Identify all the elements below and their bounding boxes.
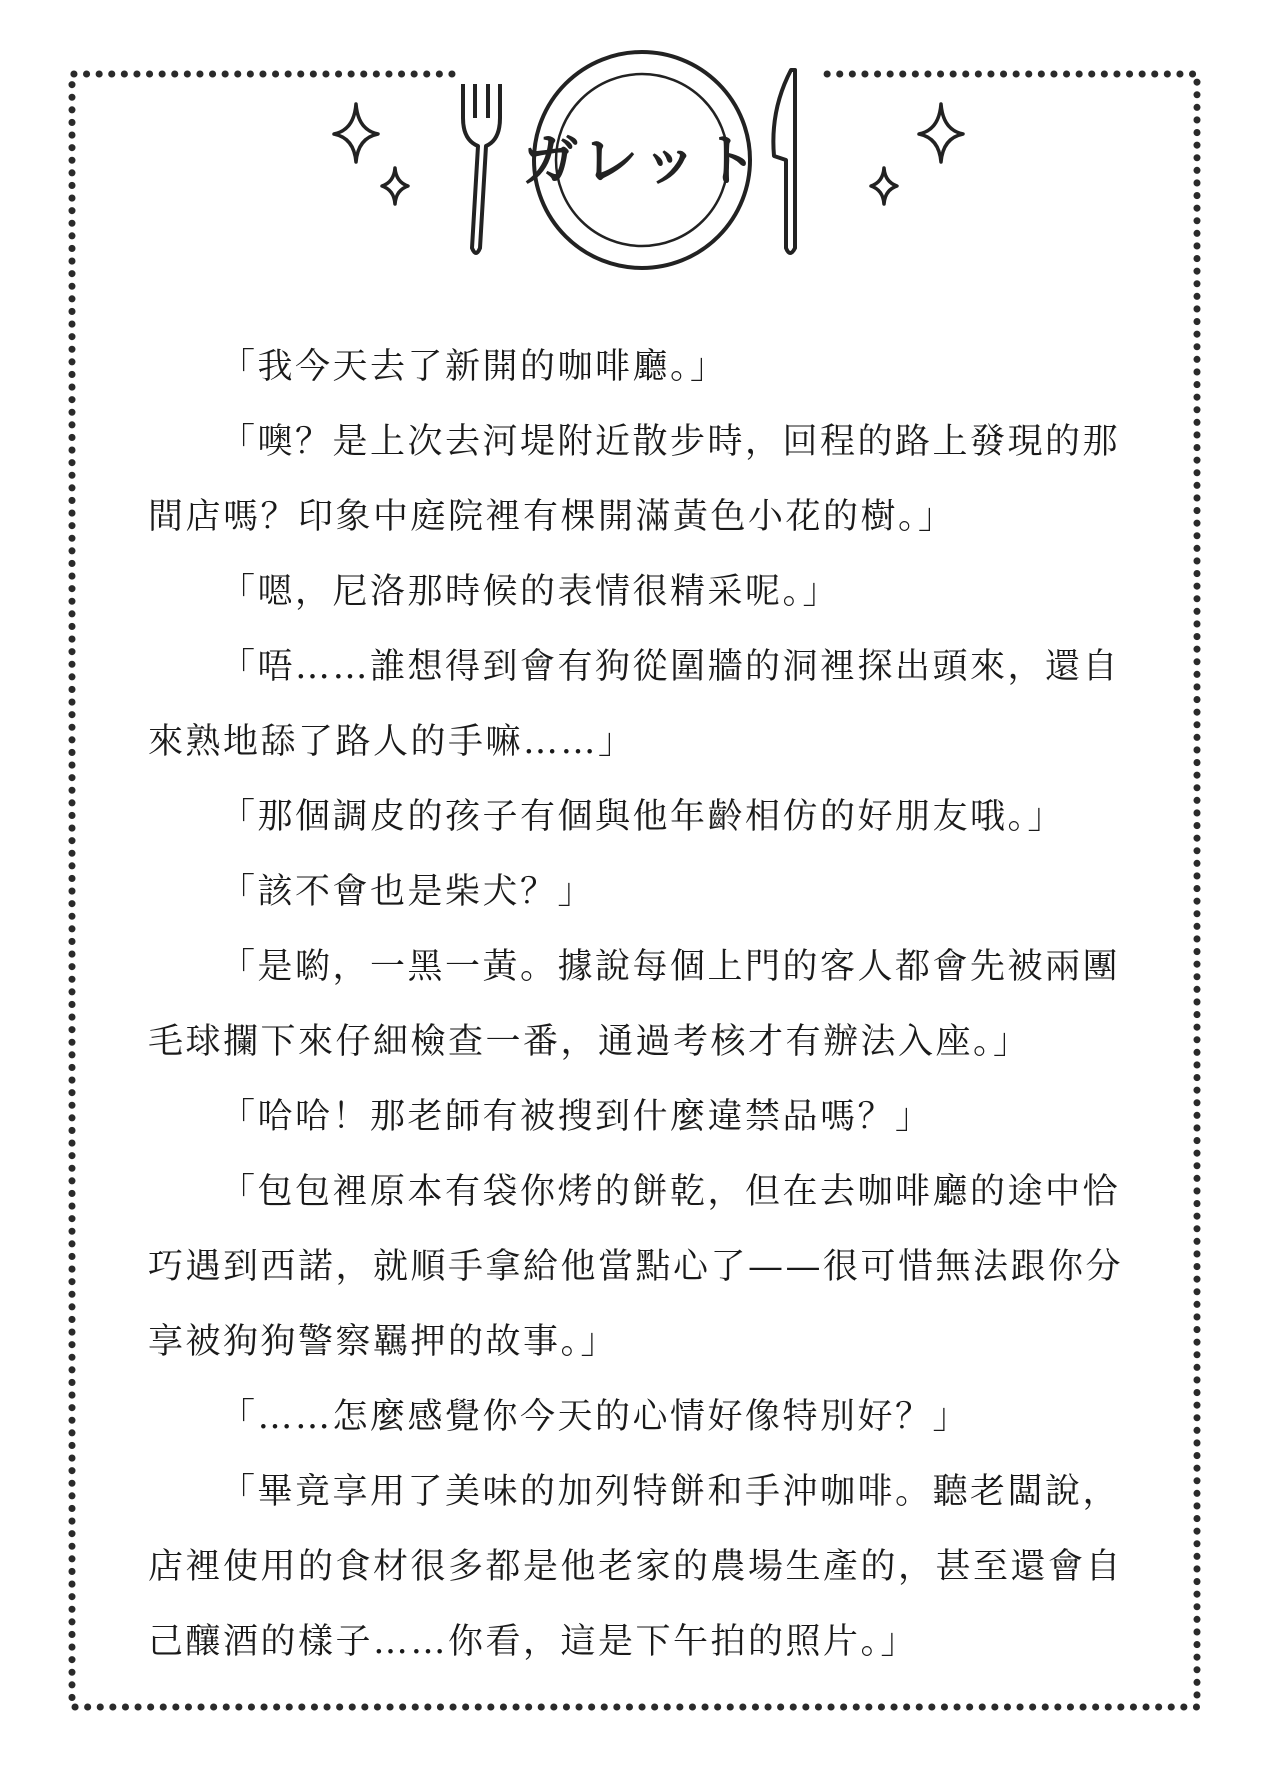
paragraph: 「該不會也是柴犬？」: [220, 872, 596, 912]
paragraph: 「嗯，尼洛那時候的表情很精采呢。」: [220, 572, 841, 612]
paragraph: 「哈哈！那老師有被搜到什麼違禁品嗎？」: [220, 1097, 933, 1137]
paragraph: 「畢竟享用了美味的加列特餅和手沖咖啡。聽老闆說，店裡使用的食材很多都是他老家的農場生產的，甚至還會自己釀酒的樣子……你看，這是下午拍的照片。」: [148, 1472, 1124, 1662]
header-emblem: [0, 0, 1264, 280]
paragraph: 「噢？是上次去河堤附近散步時，回程的路上發現的那間店嗎？印象中庭院裡有棵開滿黃色小花的樹。」: [148, 422, 1121, 537]
header-title: ガレット: [522, 129, 762, 194]
knife-icon: [773, 70, 795, 253]
story-text: [148, 330, 1128, 1680]
paragraph: 「是喲，一黑一黃。據說每個上門的客人都會先被兩團毛球攔下來仔細檢查一番，通過考核才有辦法入座。」: [148, 947, 1121, 1062]
paragraph: 「那個調皮的孩子有個與他年齡相仿的好朋友哦。」: [220, 797, 1066, 837]
paragraph: 「唔……誰想得到會有狗從圍牆的洞裡探出頭來，還自來熟地舔了路人的手嘛……」: [148, 647, 1121, 762]
fork-icon: [463, 84, 500, 253]
paragraph: 「包包裡原本有袋你烤的餅乾，但在去咖啡廳的途中恰巧遇到西諾，就順手拿給他當點心了——很可惜無法跟你分享被狗狗警察羈押的故事。」: [148, 1172, 1124, 1362]
paragraph: 「……怎麼感覺你今天的心情好像特別好？」: [220, 1397, 971, 1437]
paragraph: 「我今天去了新開的咖啡廳。」: [220, 347, 728, 387]
